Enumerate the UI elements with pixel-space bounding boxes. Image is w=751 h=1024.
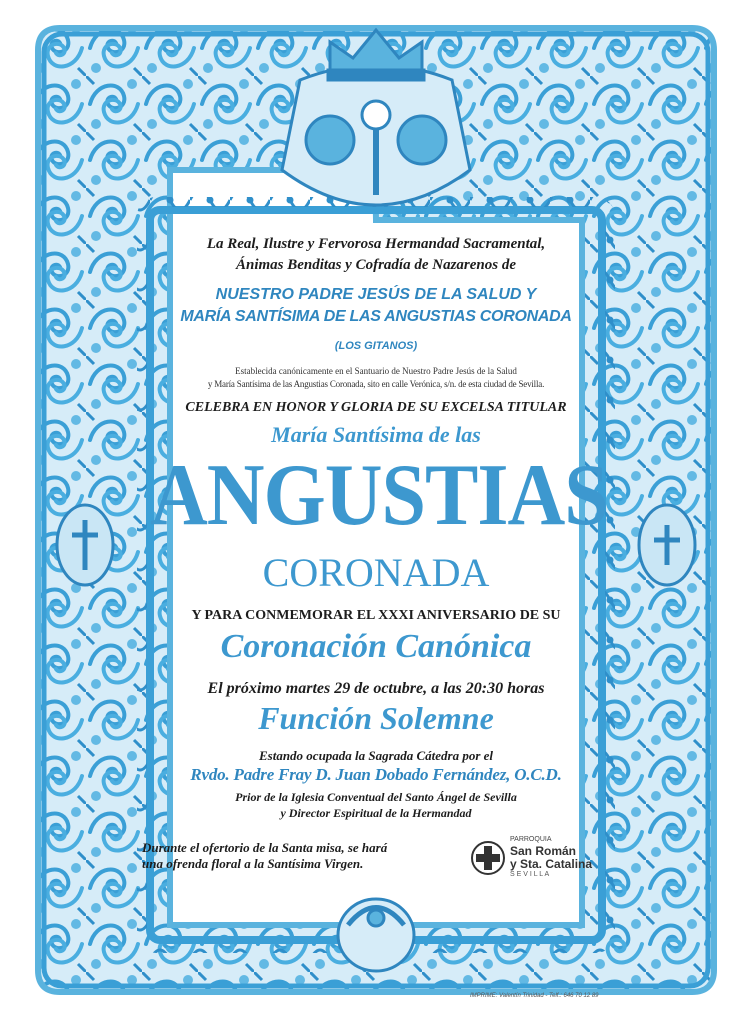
parish-cross-icon [470,840,506,876]
conmemorar-line: Y PARA CONMEMORAR EL XXXI ANIVERSARIO DE SU [191,608,561,623]
seat-line-2: y María Santísima de las Angustias Coronada, sito en calle Verónica, s/n. de esta ciudad de Sevilla. [207,379,545,389]
funcion-title: Función Solemne [258,700,494,736]
parish-city: S E V I L L A [510,871,550,878]
brotherhood-name-2: MARÍA SANTÍSIMA DE LAS ANGUSTIAS CORONADA [180,308,572,325]
left-medallion [57,505,113,585]
titular-pre: María Santísima de las [271,422,481,447]
intro-line-2: Ánimas Benditas y Cofradía de Nazarenos de [235,257,517,273]
coronacion-title: Coronación Canónica [220,628,532,665]
preacher-role-1: Prior de la Iglesia Conventual del Santo Ángel de Sevilla [235,790,517,804]
brotherhood-nickname: (LOS GITANOS) [334,340,418,352]
ofrenda-line-2: una ofrenda floral a la Santísima Virgen. [142,856,364,871]
ofrenda-line-1: Durante el ofertorio de la Santa misa, se hará [142,840,388,855]
date-line: El próximo martes 29 de octubre, a las 20:30 horas [207,680,545,697]
preacher-role-2: y Director Espiritual de la Hermandad [280,806,472,820]
printer-credit: IMPRIME: Valentín Trinidad - Telf.: 646 70 12 89 [470,993,599,999]
right-medallion [639,505,695,585]
titular-sub: CORONADA [262,550,490,595]
celebra-line: CELEBRA EN HONOR Y GLORIA DE SU EXCELSA TITULAR [185,400,567,415]
preacher-name: Rvdo. Padre Fray D. Juan Dobado Fernández, O.C.D. [190,765,562,784]
brotherhood-name-1: NUESTRO PADRE JESÚS DE LA SALUD Y [215,286,537,303]
seat-line-1: Establecida canónicamente en el Santuario de Nuestro Padre Jesús de la Salud [235,366,517,376]
parish-name-1: San Román [510,844,577,858]
parish-name-2: y Sta. Catalina [510,857,593,871]
preacher-intro: Estando ocupada la Sagrada Cátedra por el [258,748,494,763]
parish-logo [470,836,600,884]
parish-label: PARROQUIA [510,836,552,843]
titular-main: ANGUSTIAS [150,446,608,544]
pelican-emblem [338,899,414,971]
intro-line-1: La Real, Ilustre y Fervorosa Hermandad Sacramental, [206,236,546,252]
announcement-text [142,228,608,888]
